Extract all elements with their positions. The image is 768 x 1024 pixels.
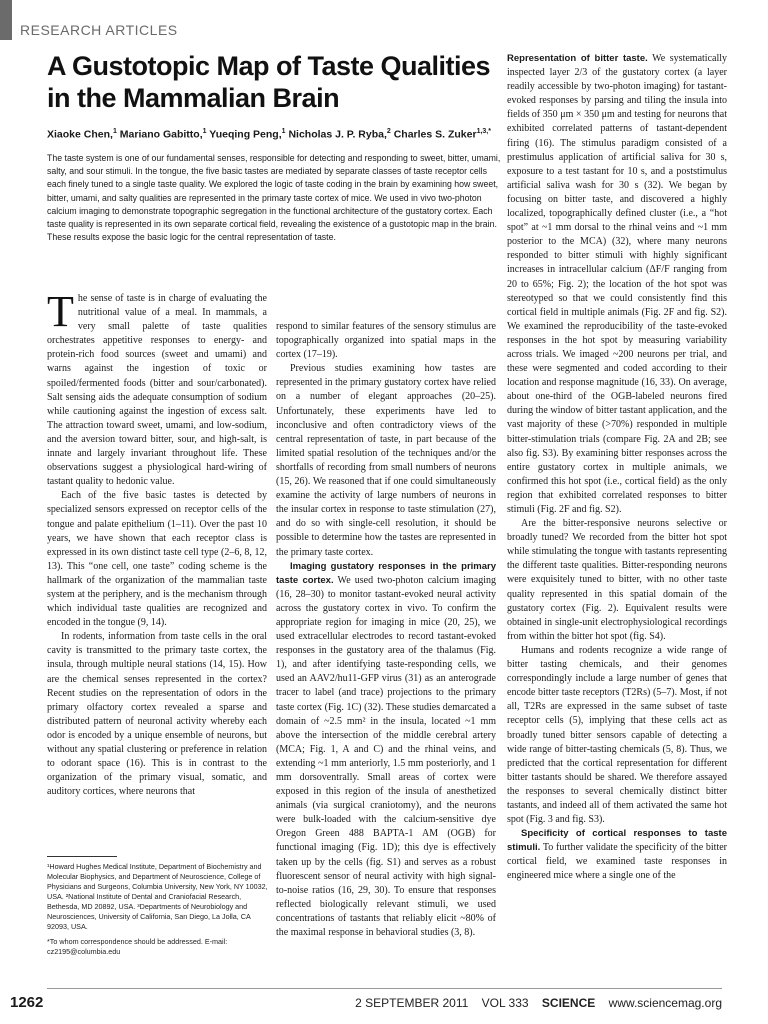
author-name: Nicholas J. P. Ryba, xyxy=(288,128,387,141)
author-affiliation: 1 xyxy=(202,128,207,135)
paragraph: respond to similar features of the sensory stimulus are topographically organized into spatial maps in the cortex (17–19). xyxy=(276,321,496,361)
paragraph xyxy=(507,827,727,883)
body-column-2 xyxy=(276,320,496,940)
author-name: Mariano Gabitto, xyxy=(119,128,203,141)
author-affiliation: 1 xyxy=(112,128,117,135)
author-name: Yueqing Peng, xyxy=(209,128,282,141)
author-affiliation: 2 xyxy=(386,128,391,135)
body-column-3 xyxy=(507,52,727,884)
issue-date: 2 SEPTEMBER 2011 xyxy=(355,996,469,1010)
volume: VOL 333 xyxy=(481,996,529,1010)
paragraph: Are the bitter-responsive neurons selective or broadly tuned? We recorded from the bitter hot spot while stimulating the tongue with tastants representing the different taste qualities. Bitter-responding neurons were exquisitely tuned to bitter, with no other taste quality represented in this spatial domain of the gustatory cortex (Fig. 2). Equivalent results were obtained in single-unit electrophysiological recordings from within the bitter hot spot (fig. S4). xyxy=(507,518,727,642)
footnote-divider xyxy=(47,856,117,857)
author-name: Charles S. Zuker xyxy=(393,128,477,141)
page-number: 1262 xyxy=(10,994,44,1011)
paragraph xyxy=(507,52,727,517)
paragraph xyxy=(47,287,267,489)
author-list xyxy=(47,125,507,142)
section-label: RESEARCH ARTICLES xyxy=(20,22,178,38)
author-affiliation: 1 xyxy=(281,128,286,135)
journal-url: www.sciencemag.org xyxy=(608,996,722,1010)
journal-name: SCIENCE xyxy=(541,996,596,1010)
drop-cap: T xyxy=(47,287,74,336)
footer-divider xyxy=(47,988,722,989)
paragraph-text: We systematically inspected layer 2/3 of the gustatory cortex (a layer readily accessible by two-photon imaging) for tastant-evoked responses by parsing and tiling the insula into fields of 350 μm × 350 μm and testing for neurons that exhibited correlated patterns of tastant-dependent firing (16). The stimulus paradigm consisted of a prestimulus application of artificial saliva for 30 s, exposure to a test tastant for 10 s, and a poststimulus artificial saliva wash for 30 s (32). We began by focusing on bitter taste, and discovered a highly localized, topographically defined cluster (i.e., a “hot spot” at ~1 mm dorsal to the rhinal veins and ~1 mm posterior to the MCA) (32), where many neurons responded to bitter stimuli with highly significant increases in intracellular calcium (ΔF/F ranging from 20 to 65%; Fig. 2); the location of the hot spot was stereotyped so that we could consistently find this cortical field in multiple animals (Fig. 2F and fig. S2). We examined the reproducibility of the taste-evoked responses in the hot spot by measuring variability across trials. We imaged ~200 neurons per trial, and these were segmented and coded according to their location and response magnitude (16, 33). On average, about one-third of the OGB-labeled neurons fired during the window of bitter tastant application, and the vast majority of these (>70%) responded in multiple bitter-stimulation trials (compare Fig. 2A and 2B; see also fig. S3). By examining bitter responses across the entire gustatory cortex in multiple animals, we confirmed this hot spot (i.e., cortical field) as the only region that exhibited correlated responses to bitter stimuli (Fig. 2F and fig. S2). xyxy=(507,53,727,515)
paragraph: Humans and rodents recognize a wide range of bitter tasting chemicals, and their genomes correspondingly include a large number of genes that encode bitter taste receptors (T2Rs) (5–7). Most, if not all, T2Rs are expressed in the same subset of taste receptor cells (5), implying that these cells act as broadly tuned bitter sensors capable of detecting a wide range of bitter-tasting chemicals (5, 8). Thus, we predicted that the cortical representation for different bitter tastants should be shared. We therefore assayed the responses to several chemically distinct bitter tastants, and indeed all of them activated the same hot spot (Fig. 3 and fig. S3). xyxy=(507,644,727,826)
affiliations-footnote: ¹Howard Hughes Medical Institute, Department of Biochemistry and Molecular Biophysics, and Department of Neuroscience, College of Physicians and Surgeons, Columbia University, New York, NY 10032, USA. ²National Institute of Dental and Craniofacial Research, Bethesda, MD 20892, USA. ³Departments of Neurobiology and Neurosciences, University of California, San Diego, La Jolla, CA 92093, USA. xyxy=(47,862,268,931)
correspondence-footnote: *To whom correspondence should be addressed. E-mail: cz2195@columbia.edu xyxy=(47,937,228,956)
footnotes xyxy=(47,862,269,962)
paragraph xyxy=(276,560,496,941)
paragraph: Each of the five basic tastes is detected by specialized sensors expressed on receptor cells of the tongue and palate epithelium (1–11). Over the past 10 years, we have shown that each receptor class is expressed in its own distinct taste cell type (2–6, 8, 12, 13). This “one cell, one taste” coding scheme is the hallmark of the organization of the mammalian taste system at the periphery, and is the mechanism through which individual taste qualities are recognized and encoded in the tongue (9, 14). xyxy=(47,490,267,629)
abstract: The taste system is one of our fundamental senses, responsible for detecting and responding to sweet, bitter, umami, salty, and sour stimuli. In the tongue, the five basic tastes are mediated by separate classes of taste receptor cells each finely tuned to a single taste quality. We explored the logic of taste coding in the brain by examining how sweet, bitter, umami, and salty qualities are represented in the primary taste cortex of mice. We used in vivo two-photon calcium imaging to demonstrate topographic segregation in the functional architecture of the gustatory cortex. Each taste quality is represented in its own separate cortical field, revealing the existence of a gustotopic map in the brain. These results expose the basic logic for the central representation of taste. xyxy=(47,153,501,243)
paragraph-text: he sense of taste is in charge of evaluating the nutritional value of a meal. In mammals, a very small palette of taste qualities orchestrates appetitive responses to energy- and protein-rich food sources (sweet and umami) and warns against the ingestion of toxic or spoiled/fermented foods (bitter and sour/carbonated). Salt sensing aids the adequate consumption of sodium while cautioning against the ingestion of excess salt. The attraction toward sweet, umami, and low-sodium, and the aversion toward bitter, sour, and high-salt, is innate and largely invariant throughout life. These observations suggest a physiological hard-wiring of tastant quality to hedonic value. xyxy=(47,293,267,488)
page-footer xyxy=(200,996,722,1010)
section-heading: Representation of bitter taste. xyxy=(507,53,648,64)
paragraph-text: We used two-photon calcium imaging (16, 28–30) to monitor tastant-evoked neural activity across the gustatory cortex in vivo. To confirm the appropriate region for imaging in mice (20, 25), we used extracellular electrodes to record tastant-evoked responses in the gustatory area of the thalamus (Fig. 1), and after identifying taste-responding cells, we used an AAV2/hu11-GFP virus (31) as an anterograde tracer to label (and trace) projections to the primary taste cortex (Fig. 1C) (32). These studies demarcated a domain of ~2.5 mm² in the insula, located ~1 mm above the intersection of the middle cerebral artery (MCA; Fig. 1, A and C) and the rhinal veins, and extending ~1 mm anteriorly, 1.5 mm posteriorly, and 1 mm dorsoventrally. Small areas of cortex were exposed in this region of the insula of anesthetized animals (via surgical craniotomy), and the neurons were bulk-loaded with the calcium-sensitive dye Oregon Green 488 BAPTA-1 AM (OGB) for functional imaging (Fig. 1D); this dye is effectively taken up by the cells (fig. S1) and serves as a robust fluorescent sensor of neural activity with high signal-to-noise ratios (16, 29, 30). To ensure that responses reflected biologically relevant stimuli, we used concentrations of tastants that reliably elicit ~80% of the maximal response in behavioral studies (3, 8). xyxy=(276,574,496,939)
article-title: A Gustotopic Map of Taste Qualities in the Mammalian Brain xyxy=(47,51,491,113)
section-marker xyxy=(0,0,12,40)
author-affiliation: 1,3,* xyxy=(476,128,491,135)
paragraph: In rodents, information from taste cells in the oral cavity is transmitted to the primary taste cortex, the insula, through multiple neural stations (14, 15). How are the chemical senses represented in the cortex? Recent studies on the representation of odors in the primary olfactory cortex revealed a sparse and distributed pattern of neuronal activity whereby each odor is encoded by a unique ensemble of neurons, but without any spatial clustering or preference in relation to odorant space (16). This is in contrast to the organization of the primary visual, somatic, and auditory cortices, where neurons that xyxy=(47,631,267,798)
section-heading: Specificity of cortical responses to taste stimuli. xyxy=(507,828,727,854)
section-heading: Imaging gustatory responses in the primary taste cortex. xyxy=(276,560,496,586)
body-column-1 xyxy=(47,287,267,799)
paragraph: Previous studies examining how tastes are represented in the primary gustatory cortex have relied on a number of elegant approaches (20–25). Unfortunately, these experiments have led to inconclusive and often contradictory views of the central representation of taste, in part because of the limited spatial resolution of the techniques and/or the shortfalls of recording from small numbers of neurons (15, 26). We reasoned that if one could simultaneously examine the activity of large numbers of neurons in the insular cortex in response to taste stimulation (27), and do so with single-cell resolution, it should be possible to determine how the tastes are represented in the primary taste cortex. xyxy=(276,363,496,558)
paragraph-text: To further validate the specificity of the bitter cortical field, we examined taste responses in engineered mice where a single one of the xyxy=(507,842,727,882)
author-name: Xiaoke Chen, xyxy=(47,128,113,141)
